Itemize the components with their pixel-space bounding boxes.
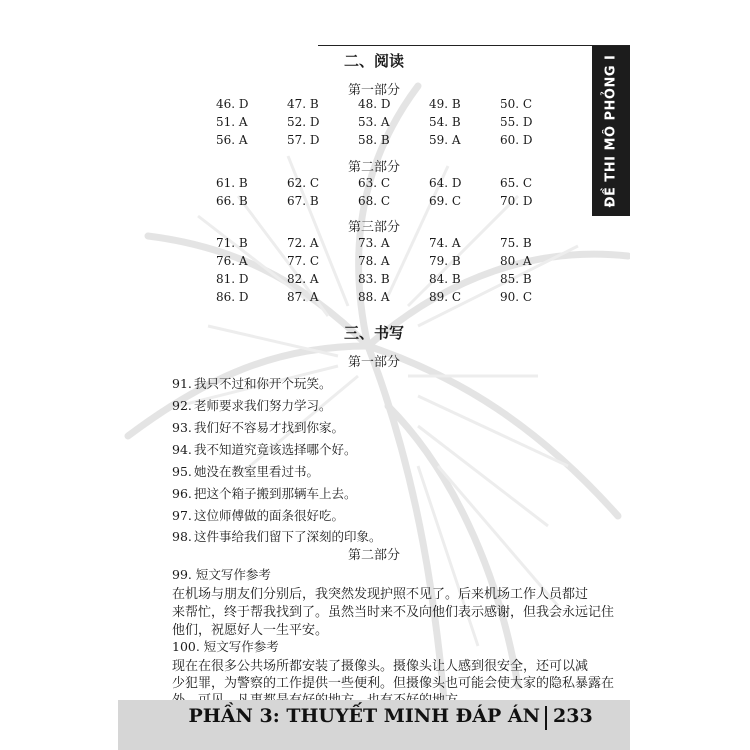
answer-cell: 70. D <box>500 194 533 208</box>
essay-99-line: 在机场与朋友们分别后，我突然发现护照不见了。后来机场工作人员都过 <box>172 587 589 602</box>
answer-cell: 59. A <box>429 133 461 147</box>
answer-cell: 84. B <box>429 272 461 286</box>
answer-cell: 71. B <box>216 236 248 250</box>
reading-title: 二、阅读 <box>343 52 404 70</box>
essay-100-line: 现在在很多公共场所都安装了摄像头。摄像头让人感到很安全，还可以减 <box>172 659 589 674</box>
footer-divider <box>545 706 547 730</box>
reading-part2-title: 第二部分 <box>347 160 400 175</box>
answer-row <box>0 176 750 192</box>
answer-cell: 83. B <box>358 272 390 286</box>
essay-99-line: 他们，祝愿好人一生平安。 <box>172 623 329 638</box>
reading-part3-title: 第三部分 <box>347 220 400 235</box>
sentence-item <box>172 484 357 502</box>
sentence-text: 我只不过和你开个玩笑。 <box>194 376 332 391</box>
essay-100-line: 少犯罪，为警察的工作提供一些便利。但摄像头也可能会使大家的隐私暴露在 <box>172 676 615 691</box>
answer-cell: 56. A <box>216 133 248 147</box>
answer-cell: 77. C <box>287 254 320 268</box>
answer-row <box>0 133 750 149</box>
answer-row <box>0 194 750 210</box>
answer-cell: 57. D <box>287 133 320 147</box>
answer-cell: 68. C <box>358 194 391 208</box>
answer-cell: 76. A <box>216 254 248 268</box>
page-number: 233 <box>553 705 593 727</box>
answer-cell: 50. C <box>500 97 533 111</box>
reading-part1-title: 第一部分 <box>347 83 400 98</box>
answer-cell: 85. B <box>500 272 532 286</box>
sentence-text: 把这个箱子搬到那辆车上去。 <box>194 486 357 501</box>
sentence-item <box>172 462 319 480</box>
answer-cell: 86. D <box>216 290 249 304</box>
answer-cell: 89. C <box>429 290 462 304</box>
sentence-text: 这位师傅做的面条很好吃。 <box>194 508 345 523</box>
side-tab-label: ĐỀ THI MÔ PHỎNG I <box>603 54 619 208</box>
sentence-number: 96. <box>172 486 192 501</box>
answer-cell: 61. B <box>216 176 248 190</box>
answer-cell: 55. D <box>500 115 533 129</box>
sentence-number: 97. <box>172 508 192 523</box>
answer-cell: 75. B <box>500 236 532 250</box>
answer-cell: 53. A <box>358 115 390 129</box>
footer-bar <box>118 700 630 750</box>
answer-cell: 78. A <box>358 254 390 268</box>
writing-part2-title: 第二部分 <box>347 548 400 563</box>
answer-cell: 46. D <box>216 97 249 111</box>
writing-part1-title: 第一部分 <box>347 355 400 370</box>
sentence-text: 我不知道究竟该选择哪个好。 <box>194 442 357 457</box>
answer-cell: 82. A <box>287 272 319 286</box>
answer-cell: 72. A <box>287 236 319 250</box>
sentence-number: 91. <box>172 376 192 391</box>
top-rule <box>318 45 630 46</box>
answer-cell: 74. A <box>429 236 461 250</box>
sentence-text: 这件事给我们留下了深刻的印象。 <box>194 529 382 544</box>
answer-cell: 62. C <box>287 176 320 190</box>
answer-row <box>0 290 750 306</box>
sentence-text: 老师要求我们努力学习。 <box>194 398 332 413</box>
sentence-item <box>172 527 382 545</box>
answer-cell: 48. D <box>358 97 391 111</box>
answer-row <box>0 272 750 288</box>
sentence-number: 93. <box>172 420 192 435</box>
essay-99-heading: 99. 短文写作参考 <box>172 567 271 582</box>
essay-99-line: 来帮忙，终于帮我找到了。虽然当时来不及向他们表示感谢，但我会永远记住 <box>172 605 615 620</box>
sentence-item <box>172 440 357 458</box>
answer-row <box>0 236 750 252</box>
sentence-number: 92. <box>172 398 192 413</box>
answer-cell: 88. A <box>358 290 390 304</box>
sentence-number: 95. <box>172 464 192 479</box>
answer-row <box>0 115 750 131</box>
footer-section-title: PHẦN 3: THUYẾT MINH ĐÁP ÁN <box>188 705 540 727</box>
answer-cell: 60. D <box>500 133 533 147</box>
sentence-item <box>172 396 332 414</box>
answer-cell: 90. C <box>500 290 533 304</box>
essay-100-heading: 100. 短文写作参考 <box>172 639 279 654</box>
answer-cell: 51. A <box>216 115 248 129</box>
answer-cell: 69. C <box>429 194 462 208</box>
answer-cell: 81. D <box>216 272 249 286</box>
answer-cell: 65. C <box>500 176 533 190</box>
answer-cell: 64. D <box>429 176 462 190</box>
answer-cell: 63. C <box>358 176 391 190</box>
sentence-item <box>172 374 332 392</box>
answer-cell: 80. A <box>500 254 532 268</box>
sentence-text: 我们好不容易才找到你家。 <box>194 420 345 435</box>
sentence-number: 94. <box>172 442 192 457</box>
answer-cell: 58. B <box>358 133 390 147</box>
answer-cell: 79. B <box>429 254 461 268</box>
sentence-number: 98. <box>172 529 192 544</box>
sentence-item <box>172 506 344 524</box>
sentence-text: 她没在教室里看过书。 <box>194 464 320 479</box>
writing-title: 三、书写 <box>343 324 404 342</box>
sentence-item <box>172 418 344 436</box>
answer-cell: 87. A <box>287 290 319 304</box>
answer-row <box>0 97 750 113</box>
answer-cell: 67. B <box>287 194 319 208</box>
answer-cell: 52. D <box>287 115 320 129</box>
answer-cell: 73. A <box>358 236 390 250</box>
answer-row <box>0 254 750 270</box>
answer-cell: 66. B <box>216 194 248 208</box>
answer-cell: 49. B <box>429 97 461 111</box>
answer-cell: 54. B <box>429 115 461 129</box>
answer-cell: 47. B <box>287 97 319 111</box>
